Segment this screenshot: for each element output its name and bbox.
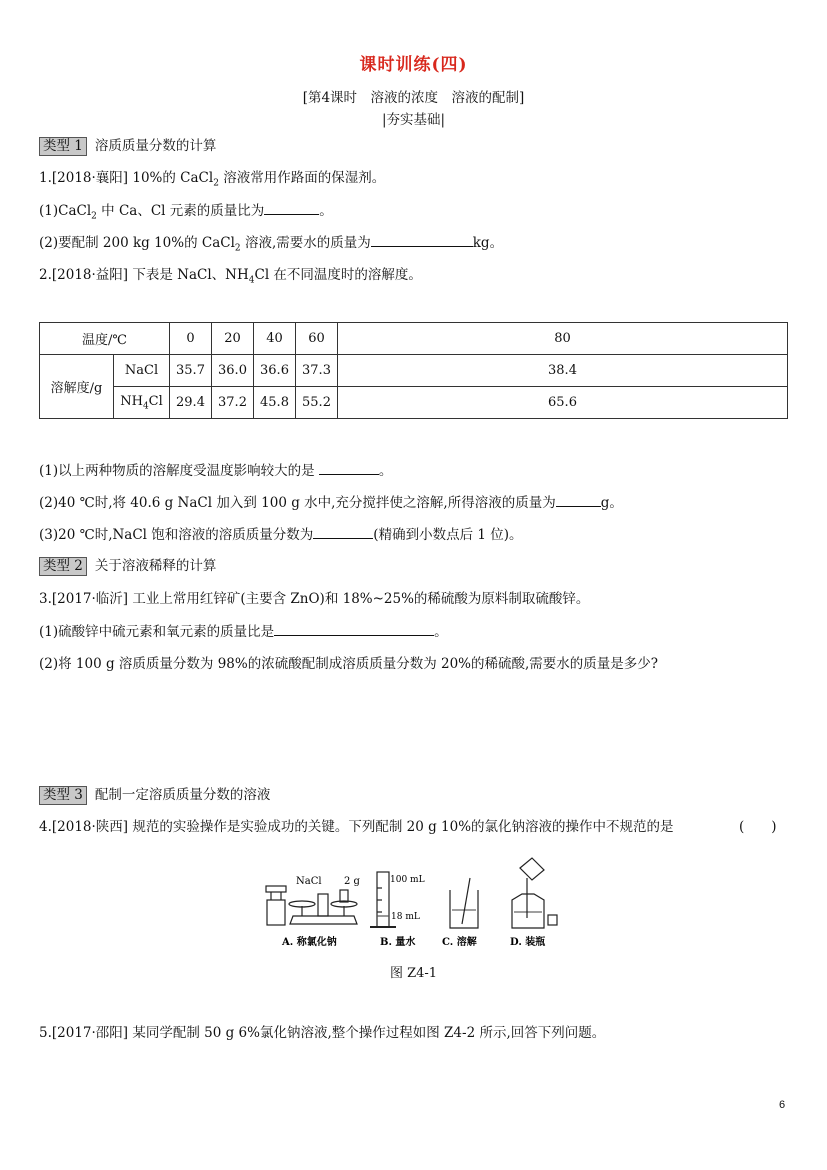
value-cell: 45.8 [254,387,296,419]
type2-label: 关于溶液稀释的计算 [94,558,217,574]
temp-cell: 0 [170,323,212,355]
value-cell: 29.4 [170,387,212,419]
balance-icon [290,916,357,924]
header-temperature: 温度/℃ [40,323,170,355]
temp-cell: 80 [338,323,788,355]
type3-tag: 类型 3 [39,786,87,805]
value-cell: 36.6 [254,355,296,387]
q2-part1: (1)以上两种物质的溶解度受温度影响较大的是 。 [39,463,393,479]
type1-heading [39,137,216,156]
section-label: |夯实基础| [381,112,446,128]
table-row [40,323,788,355]
glass-rod-icon [462,878,470,924]
temp-cell: 40 [254,323,296,355]
type2-heading [39,557,216,576]
fig-label-b: B. 量水 [380,937,416,948]
temp-cell: 20 [212,323,254,355]
q5-stem: 5.[2017·邵阳] 某同学配制 50 g 6%氯化钠溶液,整个操作过程如图 Z4-2 所示,回答下列问题。 [39,1025,606,1041]
q4-stem: 4.[2018·陕西] 规范的实验操作是实验成功的关键。下列配制 20 g 10%的氯化钠溶液的操作中不规范的是 [39,819,674,835]
type3-label: 配制一定溶质质量分数的溶液 [94,787,271,803]
fig-label-d: D. 装瓶 [510,937,546,948]
value-cell: 65.6 [338,387,788,419]
q4-answer-paren[interactable]: ( ) [739,819,777,835]
type2-tag: 类型 2 [39,557,87,576]
page-title: 课时训练(四) [359,55,468,75]
pouring-beaker-icon [520,858,544,880]
type1-tag: 类型 1 [39,137,87,156]
storage-bottle-icon [512,894,544,928]
q3-stem: 3.[2017·临沂] 工业上常用红锌矿(主要含 ZnO)和 18%~25%的稀硫酸为原料制取硫酸锌。 [39,591,590,607]
q2-answer-blank-2[interactable] [556,493,601,507]
value-cell: 55.2 [296,387,338,419]
reagent-bottle-icon [267,900,285,925]
fig-mass-label: 2 g [344,876,360,887]
fig-volume-top: 100 mL [390,875,425,885]
lesson-subtitle: [第4课时 溶液的浓度 溶液的配制] [302,90,525,106]
q1-part1: (1)CaCl$_2$ 中 Ca、Cl 元素的质量比为 。 [39,203,333,222]
q2-answer-blank-1[interactable] [319,461,379,475]
type1-label: 溶质质量分数的计算 [94,138,217,154]
substance-nh4cl: $NH_4Cl$ [114,387,170,419]
table-row [40,387,788,419]
q2-answer-blank-3[interactable] [313,525,373,539]
q1-answer-blank-2[interactable] [371,233,473,247]
q3-answer-blank-1[interactable] [274,622,434,636]
page-number: 6 [779,1099,786,1111]
q2-stem: 2.[2018·益阳] 下表是 NaCl、$NH_4Cl$ 在不同温度时的溶解度。 [39,267,422,286]
fig-label-a: A. 称氯化钠 [282,937,337,948]
q3-part1: (1)硫酸锌中硫元素和氧元素的质量比是 。 [39,624,448,640]
lab-figure [262,850,562,950]
type3-heading [39,786,270,805]
q1-stem: 1.[2018·襄阳] 10%的 CaCl$_2$ 溶液常用作路面的保湿剂。 [39,170,386,189]
value-cell: 38.4 [338,355,788,387]
q3-part2: (2)将 100 g 溶质质量分数为 98%的浓硫酸配制成溶质质量分数为 20%的稀硫酸,需要水的质量是多少? [39,656,659,672]
value-cell: 37.3 [296,355,338,387]
row-label-solubility: 溶解度/g [40,355,114,419]
figure-caption: 图 Z4-1 [389,966,438,981]
table-row [40,355,788,387]
fig-label-c: C. 溶解 [442,937,477,948]
q2-part3: (3)20 ℃时,NaCl 饱和溶液的溶质质量分数为 (精确到小数点后 1 位)。 [39,527,523,543]
q2-part2: (2)40 ℃时,将 40.6 g NaCl 加入到 100 g 水中,充分搅拌使之溶解,所得溶液的质量为 g。 [39,495,623,511]
q1-part2: (2)要配制 200 kg 10%的 CaCl$_2$ 溶液,需要水的质量为 kg。 [39,235,504,254]
value-cell: 37.2 [212,387,254,419]
solubility-table [39,322,788,419]
value-cell: 36.0 [212,355,254,387]
fig-volume-mark: 18 mL [391,912,420,922]
temp-cell: 60 [296,323,338,355]
q1-answer-blank-1[interactable] [264,201,319,215]
fig-nacl-label: NaCl [296,876,322,887]
value-cell: 35.7 [170,355,212,387]
substance-nacl: NaCl [114,355,170,387]
